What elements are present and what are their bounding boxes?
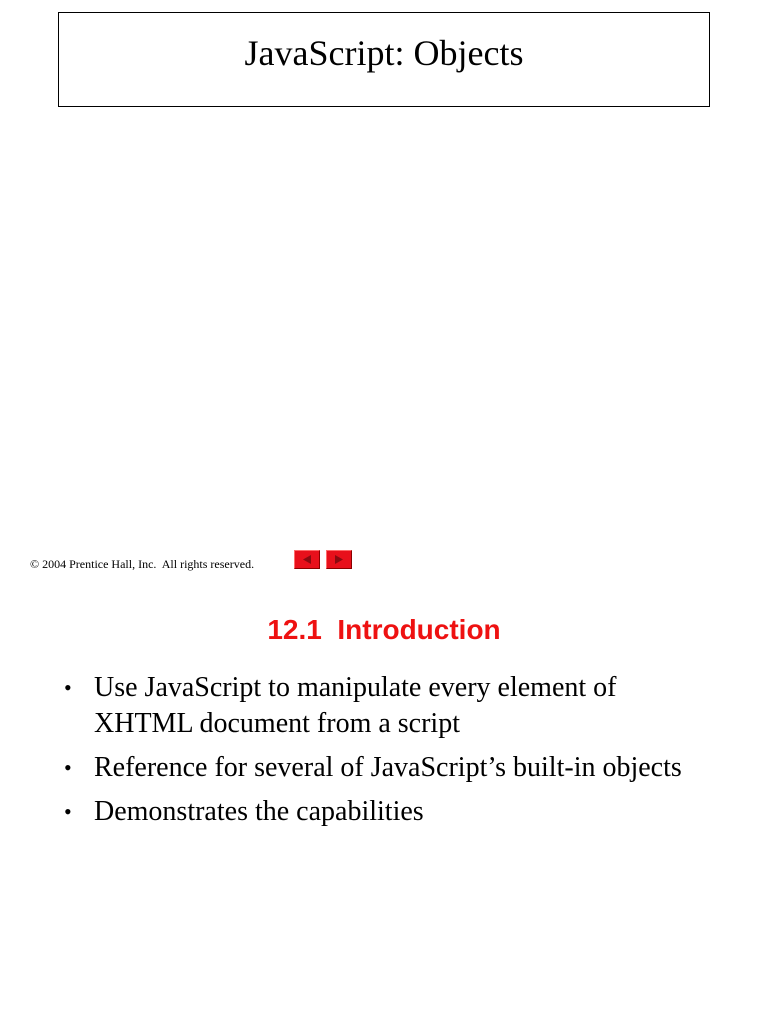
next-slide-button[interactable] — [326, 550, 352, 569]
section-heading: 12.1 Introduction — [267, 614, 501, 645]
previous-slide-button[interactable] — [294, 550, 320, 569]
slide-title: JavaScript: Objects — [244, 33, 524, 73]
bullet-dot: • — [64, 755, 72, 780]
list-item — [64, 794, 704, 830]
bullet-text: Demonstrates the capabilities — [94, 796, 424, 827]
list-item — [64, 670, 704, 742]
bullet-dot: • — [64, 799, 72, 824]
slide-title-box — [58, 12, 710, 107]
bullet-dot: • — [64, 675, 72, 700]
bullet-text: Use JavaScript to manipulate every element of XHTML document from a script — [94, 672, 617, 739]
bullet-list — [64, 670, 704, 838]
triangle-right-icon — [327, 551, 351, 568]
copyright-notice: © 2004 Prentice Hall, Inc. All rights reserved. — [30, 557, 255, 571]
bullet-text: Reference for several of JavaScript’s built-in objects — [94, 752, 682, 783]
list-item — [64, 750, 704, 786]
triangle-left-icon — [295, 551, 319, 568]
